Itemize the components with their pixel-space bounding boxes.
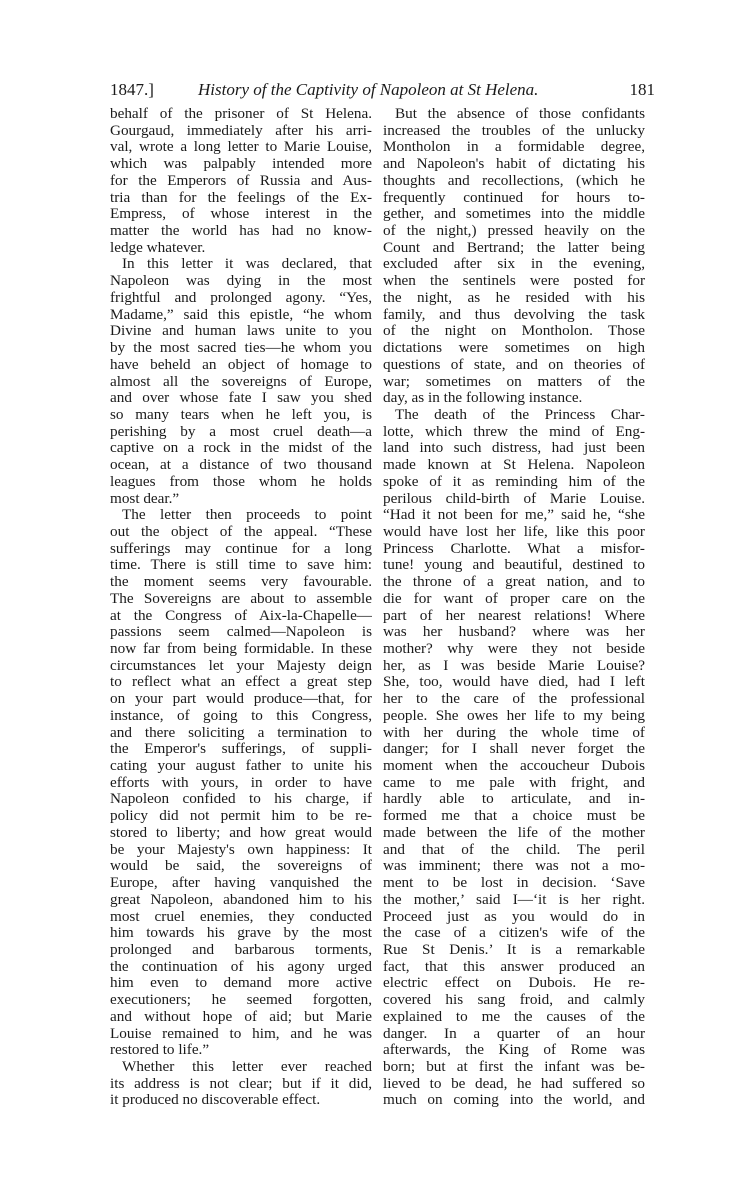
text-line: by the most sacred ties—he whom you <box>110 340 372 357</box>
text-line: moment when the accoucheur Dubois <box>383 758 645 775</box>
text-line: Gourgaud, immediately after his arri- <box>110 122 372 139</box>
text-line: Europe, after having vanquished the <box>110 875 372 892</box>
text-line: hardly able to articulate, and in- <box>383 791 645 808</box>
text-line: tria than for the feelings of the Ex- <box>110 189 372 206</box>
text-line: and over whose fate I saw you shed <box>110 390 372 407</box>
text-line: ment to be lost in decision. ‘Save <box>383 875 645 892</box>
text-line: spoke of it as reminding him of the <box>383 473 645 490</box>
text-line: formed me that a choice must be <box>383 808 645 825</box>
text-line: almost all the sovereigns of Europe, <box>110 373 372 390</box>
text-line: passions seem calmed—Napoleon is <box>110 624 372 641</box>
right-column <box>383 106 645 1109</box>
text-line: on your part would produce—that, for <box>110 691 372 708</box>
text-line: “Had it not been for me,” said he, “she <box>383 507 645 524</box>
text-line: danger; for I shall never forget the <box>383 741 645 758</box>
text-line: The death of the Princess Char- <box>395 406 645 423</box>
text-line: ledge whatever. <box>110 239 206 256</box>
text-line: lotte, which threw the mind of Eng- <box>383 423 645 440</box>
text-line: frequently continued for hours to- <box>383 189 645 206</box>
text-line: its address is not clear; but if it did, <box>110 1075 372 1092</box>
text-line: Napoleon was dying in the most <box>110 273 372 290</box>
text-line: for the Emperors of Russia and Aus- <box>110 172 372 189</box>
left-column <box>110 106 372 1109</box>
text-line: behalf of the prisoner of St Helena. <box>110 106 372 122</box>
text-line: now far from being formidable. In these <box>110 641 372 657</box>
text-line: sufferings may continue for a long <box>110 540 372 557</box>
text-line: She, too, would have died, had I left <box>383 674 645 691</box>
text-line: him even to demand more active <box>110 975 372 992</box>
text-line: dictations were sometimes on high <box>383 340 645 357</box>
running-head <box>110 78 655 102</box>
text-line: it produced no discoverable effect. <box>110 1092 321 1109</box>
text-line: the case of a citizen's wife of the <box>383 925 645 942</box>
text-line: danger. In a quarter of an hour <box>383 1025 645 1042</box>
text-line: covered his sang froid, and calmly <box>383 992 645 1009</box>
text-line: afterwards, the King of Rome was <box>383 1042 645 1059</box>
text-line: thoughts and recollections, (which he <box>383 172 645 189</box>
text-line: Madame,” said this epistle, “he whom <box>110 306 372 323</box>
text-line: questions of state, and on theories of <box>383 356 645 373</box>
text-line: to reflect what an effect a great step <box>110 674 372 691</box>
text-line: But the absence of those confidants <box>395 106 645 122</box>
page-number: 181 <box>629 80 655 99</box>
text-line: and without hope of aid; but Marie <box>110 1008 372 1025</box>
text-line: ocean, at a distance of two thousand <box>110 457 372 474</box>
running-head-year: 1847.] <box>110 80 154 99</box>
text-line: day, as in the following instance. <box>383 390 583 407</box>
text-line: part of her nearest relations! Where <box>383 607 645 624</box>
text-line: mother? why were they not beside <box>383 641 645 657</box>
text-line: and Napoleon's habit of dictating his <box>383 156 645 173</box>
text-line: The letter then proceeds to point <box>122 507 372 524</box>
text-line: most cruel enemies, they conducted <box>110 908 372 925</box>
text-line: lieved to be dead, he had suffered so <box>383 1075 645 1092</box>
text-line: frightful and prolonged agony. “Yes, <box>110 289 372 306</box>
text-line: instance, of going to this Congress, <box>110 707 372 724</box>
text-line: of the night,) pressed heavily on the <box>383 223 645 240</box>
text-line: restored to life.” <box>110 1042 210 1059</box>
text-line: and that of the child. The peril <box>383 841 645 858</box>
text-line: be your Majesty's own happiness: It <box>110 841 372 858</box>
text-line: die for want of proper care on the <box>383 590 645 607</box>
text-line: Divine and human laws unite to you <box>110 323 372 340</box>
text-line: the Emperor's sufferings, of suppli- <box>110 741 372 758</box>
text-line: In this letter it was declared, that <box>122 256 372 273</box>
text-line: him towards his grave by the most <box>110 925 372 942</box>
text-line: The Sovereigns are about to assemble <box>110 590 372 607</box>
text-line: and there soliciting a termination to <box>110 724 372 741</box>
text-line: prolonged and barbarous torments, <box>110 941 372 958</box>
text-line: most dear.” <box>110 490 180 507</box>
text-line: war; sometimes on matters of the <box>383 373 645 390</box>
text-line: perishing by a most cruel death—a <box>110 423 372 440</box>
text-line: so many tears when he left you, is <box>110 406 372 423</box>
text-line: when the sentinels were posted for <box>383 273 645 290</box>
text-line: family, and thus devolving the task <box>383 306 645 323</box>
text-line: explained to me the causes of the <box>383 1008 645 1025</box>
text-line: the mother,’ said I—‘it is her right. <box>383 891 645 908</box>
text-line: much on coming into the world, and <box>383 1092 645 1109</box>
text-line: would have lost her life, like this poor <box>383 523 645 540</box>
text-line: of the night on Montholon. Those <box>383 323 645 340</box>
text-line: val, wrote a long letter to Marie Louise, <box>110 139 372 156</box>
text-line: leagues from those whom he holds <box>110 473 372 490</box>
text-line: policy did not permit him to be re- <box>110 808 372 825</box>
text-line: land into such distress, had just been <box>383 440 645 457</box>
text-line: made known at St Helena. Napoleon <box>383 457 645 474</box>
text-line: people. She owes her life to my being <box>383 707 645 724</box>
text-line: her to the care of the professional <box>383 691 645 708</box>
text-line: fact, that this answer produced an <box>383 958 645 975</box>
text-line: Proceed just as you would do in <box>383 908 645 925</box>
text-line: perilous child-birth of Marie Louise. <box>383 490 645 507</box>
text-line: Princess Charlotte. What a misfor- <box>383 540 645 557</box>
text-line: captive on a rock in the midst of the <box>110 440 372 457</box>
text-line: Whether this letter ever reached <box>122 1058 372 1075</box>
text-line: her, as I was beside Marie Louise? <box>383 657 645 674</box>
text-line: electric effect on Dubois. He re- <box>383 975 645 992</box>
text-line: Louise remained to him, and he was <box>110 1025 372 1042</box>
running-head-title: History of the Captivity of Napoleon at St Helena. <box>198 80 539 99</box>
text-line: at the Congress of Aix-la-Chapelle— <box>110 607 372 624</box>
text-line: would be said, the sovereigns of <box>110 858 372 875</box>
text-line: Napoleon confided to his charge, if <box>110 791 372 808</box>
text-line: the night, as he resided with his <box>383 289 645 306</box>
text-line: which was palpably intended more <box>110 156 372 173</box>
text-line: gether, and sometimes into the middle <box>383 206 645 223</box>
text-line: efforts with yours, in order to have <box>110 774 372 791</box>
text-line: out the object of the appeal. “These <box>110 523 372 540</box>
text-line: stored to liberty; and how great would <box>110 824 372 841</box>
text-line: time. There is still time to save him: <box>110 557 372 574</box>
text-line: the throne of a great nation, and to <box>383 574 645 591</box>
text-line: was imminent; there was not a mo- <box>383 858 645 875</box>
text-line: the moment seems very favourable. <box>110 574 372 591</box>
text-line: was her husband? where was her <box>383 624 645 641</box>
text-line: have beheld an object of homage to <box>110 356 372 373</box>
text-line: Rue St Denis.’ It is a remarkable <box>383 941 645 958</box>
text-line: Count and Bertrand; the latter being <box>383 239 645 256</box>
text-line: the continuation of his agony urged <box>110 958 372 975</box>
text-line: tune! young and beautiful, destined to <box>383 557 645 574</box>
text-line: increased the troubles of the unlucky <box>383 122 645 139</box>
text-line: came to me pale with fright, and <box>383 774 645 791</box>
text-line: made between the life of the mother <box>383 824 645 841</box>
text-line: Empress, of whose interest in the <box>110 206 372 223</box>
text-line: cating your august father to unite his <box>110 758 372 775</box>
text-line: great Napoleon, abandoned him to his <box>110 891 372 908</box>
text-line: excluded after six in the evening, <box>383 256 645 273</box>
text-line: circumstances let your Majesty deign <box>110 657 372 674</box>
text-line: with her during the whole time of <box>383 724 645 741</box>
text-line: born; but at first the infant was be- <box>383 1058 645 1075</box>
text-line: matter the world has had no know- <box>110 223 372 240</box>
text-line: Montholon in a formidable degree, <box>383 139 645 156</box>
text-line: executioners; he seemed forgotten, <box>110 992 372 1009</box>
